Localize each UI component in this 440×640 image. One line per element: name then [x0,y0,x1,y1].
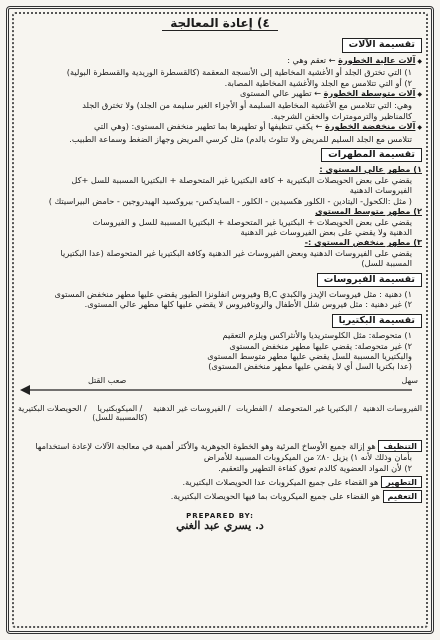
category-item: / الفطريات [236,403,273,413]
signature-block [18,511,422,532]
resistance-arrow [18,376,422,400]
sterilization-label: التعقيم [383,490,423,502]
section-bacteria: تقسيمة البكتيريا ١) متحوصلة: مثل الكلوستريديا والأنثراكس ويلزم التعقيم ٢) غير متحوصلة: يقضي عليها مطهر منخفض المستوى والبكتيريا المسببة للسل يقضي عليها مطهر متوسط المستوى (عدا بكتريا السل أي لا يقضي عليها مطهر منخفض المستوى) [18,310,422,372]
definitions: التنظيف هو إزالة جميع الأوساخ المرئية وهو الخطوة الجوهرية والأكثر أهمية في معالجة الآلات لإعادة استخدامها بأمان وذلك لأنه ١) يزيل ٨٠٪ من الميكروبات المسببة للأمراض ٢) لأن المواد العضوية كالدم تعوق كفاءة التطهير والتعقيم. التطهير هو القضاء على جميع الميكروبات عدا الحويصلات البكتيرية. التعقيم هو القضاء على جميع الميكروبات بما فيها الحويصلات البكتيرية. [18,440,422,503]
section-disinfectants: تقسيمة المطهرات ١) مطهر عالي المستوى : يقضي على بعض الحويصلات البكتيرية + كافة البكتيريا غير المتحوصلة + البكتيريا المسببة للسل +كل الفيروسات الدهنية ( مثل :الكحول- اليتادين - الكلور هكسيدين - الكلور - السايدكس- بيروكسيد الهيدروجين - حامض البيراسيتك ) ٢) مطهر متوسط المستوى يقضي على بعض الحويصلات + البكتيريا غير المتحوصلة + البكتيريا المسببة للسل و الفيروسات الدهنية ولا يقضي على بعض الفيروسات غير الدهنية ٣) مطهر منخفض المستوى :- يقضي على الفيروسات الدهنية وبعض الفيروسات غير الدهنية وكافة البكتيريا غير المتحوصلة (عدا البكتيريا المسببة للسل) [48,149,422,269]
section-heading: تقسيمة المطهرات [321,148,422,162]
cleaning-label: التنظيف [378,440,422,452]
resistance-scale [18,376,422,436]
author-signature: د. يسري عبد الغني [176,519,264,533]
section-heading: تقسيمة الآلات [342,38,422,52]
category-item: / الحويصلات البكتيرية [18,403,87,413]
organism-categories [18,404,422,422]
category-item: / الفيروسات غير الدهنية [152,403,231,413]
category-item: / الميكوبكتيريا (كالمسببة للسل) [92,403,148,422]
document-content [18,14,422,626]
arrow-head [20,385,30,395]
prepared-by-label: PREPARED BY: [186,511,254,520]
section-heading: تقسيمة الفيروسات [317,273,422,287]
category-item: الفيروسات الدهنية [362,403,422,413]
section-viruses: تقسيمة الفيروسات ١) دهنية : مثل فيروسات الإيدز والكبدي B,C وفيروس انفلونزا الطيور يقضي عليها مطهر منخفض المستوى ٢) غير دهنية : مثل فيروس شلل الأطفال والروتافيروس لا يقضي عليها كلها مطهر عالي المستوى. [18,269,422,310]
category-item: / البكتيريا غير المتحوصلة [277,403,358,413]
disinfection-label: التطهير [381,476,422,488]
page-title: ٤) إعادة المعالجة [18,18,422,28]
easy-to-kill-label: سهل [401,375,418,385]
section-heading: تقسيمة البكتيريا [332,314,422,328]
hard-to-kill-label: صعب القتل [88,375,127,385]
section-instruments: تقسيمة الآلات ◆ آلات عالية الخطورة ← تعقم وهي : ١) التي تخترق الجلد أو الأغشية المخاطية إلى الأنسجة المعقمة (كالقسطرة الوريدية والقسطرة البولية) ٢) أو التي تتلامس مع الجلد والأغشية المخاطية المصابة. ◆ آلات متوسطة الخطورة ← تطهير عالي المستوى وهي: التي تتلامس مع الأغشية المخاطية السليمة أو الأجزاء الغير سليمة من الجلد) ولا تخترق الجلد كالمناظير والترمومترات والحقن الشرجية. ◆ آلات منخفضة الخطورة ← يكفي تنظيفها أو تطهيرها بما تطهير منخفض المستوى: (وهي التي تتلامس مع الجلد السليم للمريض ولا تتلوث بالدم) مثل كرسي المريض وجهاز الضغط وسماعة الطبيب. [18,34,422,144]
